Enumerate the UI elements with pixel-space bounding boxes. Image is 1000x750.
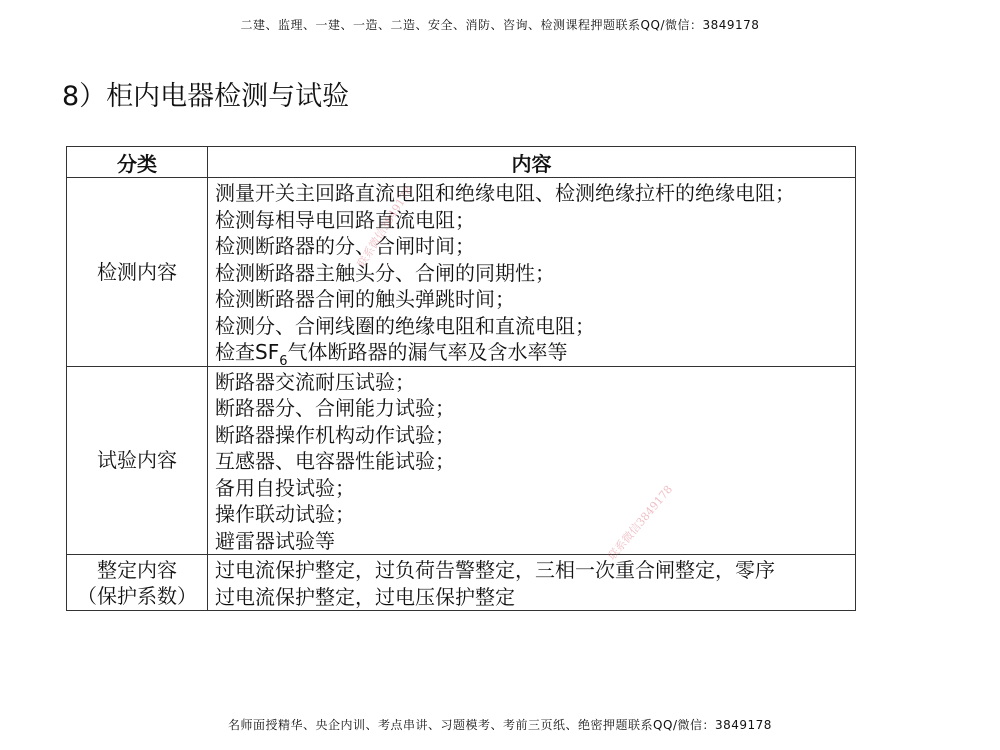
content-line: 检测断路器的分、合闸时间；	[215, 234, 475, 258]
category-cell: 试验内容	[67, 366, 208, 555]
content-cell	[208, 555, 856, 611]
category-cell: 检测内容	[67, 178, 208, 367]
table-row	[67, 555, 856, 611]
content-cell	[208, 178, 856, 367]
header-promo-text: 二建、监理、一建、一造、二造、安全、消防、咨询、检测课程押题联系QQ/微信：3849178	[240, 18, 760, 32]
content-line: 断路器分、合闸能力试验；	[215, 396, 455, 420]
category-line: （保护系数）	[77, 583, 197, 608]
content-cell	[208, 366, 856, 555]
table-header-row	[67, 147, 856, 178]
sf6-subscript: 6	[279, 354, 288, 366]
content-line: 备用自投试验；	[215, 475, 355, 500]
content-line: 互感器、电容器性能试验；	[215, 449, 455, 473]
content-line: 操作联动试验；	[215, 502, 355, 526]
content-line: 避雷器试验等	[215, 528, 335, 553]
table-row	[67, 178, 856, 367]
content-line: 过电流保护整定，过电压保护整定	[215, 584, 515, 609]
content-line: 过电流保护整定，过负荷告警整定，三相一次重合闸整定，零序	[215, 558, 775, 582]
watermark: 联系微信3849178	[354, 183, 416, 270]
table-row	[67, 366, 856, 555]
footer-promo-text: 名师面授精华、央企内训、考点串讲、习题模考、考前三页纸、绝密押题联系QQ/微信：3849178	[228, 718, 772, 732]
sf6-prefix: 检查SF	[215, 340, 280, 364]
content-line: 断路器交流耐压试验；	[215, 369, 415, 394]
content-line: 检测断路器合闸的触头弹跳时间；	[215, 287, 515, 311]
header-content: 内容	[208, 147, 856, 178]
section-title: 8）柜内电器检测与试验	[62, 81, 350, 112]
inspection-table	[66, 146, 856, 611]
header-category: 分类	[67, 147, 208, 178]
category-line: 整定内容	[97, 557, 177, 582]
content-line-sf6	[215, 339, 855, 366]
category-cell	[67, 555, 208, 611]
watermark: 联系微信3849178	[605, 482, 676, 563]
content-line: 测量开关主回路直流电阻和绝缘电阻、检测绝缘拉杆的绝缘电阻；	[215, 181, 795, 205]
content-line: 检测分、合闸线圈的绝缘电阻和直流电阻；	[215, 313, 595, 338]
content-line: 检测每相导电回路直流电阻；	[215, 207, 475, 232]
sf6-suffix: 气体断路器的漏气率及含水率等	[287, 340, 568, 364]
content-line: 断路器操作机构动作试验；	[215, 422, 455, 447]
content-line: 检测断路器主触头分、合闸的同期性；	[215, 260, 555, 285]
